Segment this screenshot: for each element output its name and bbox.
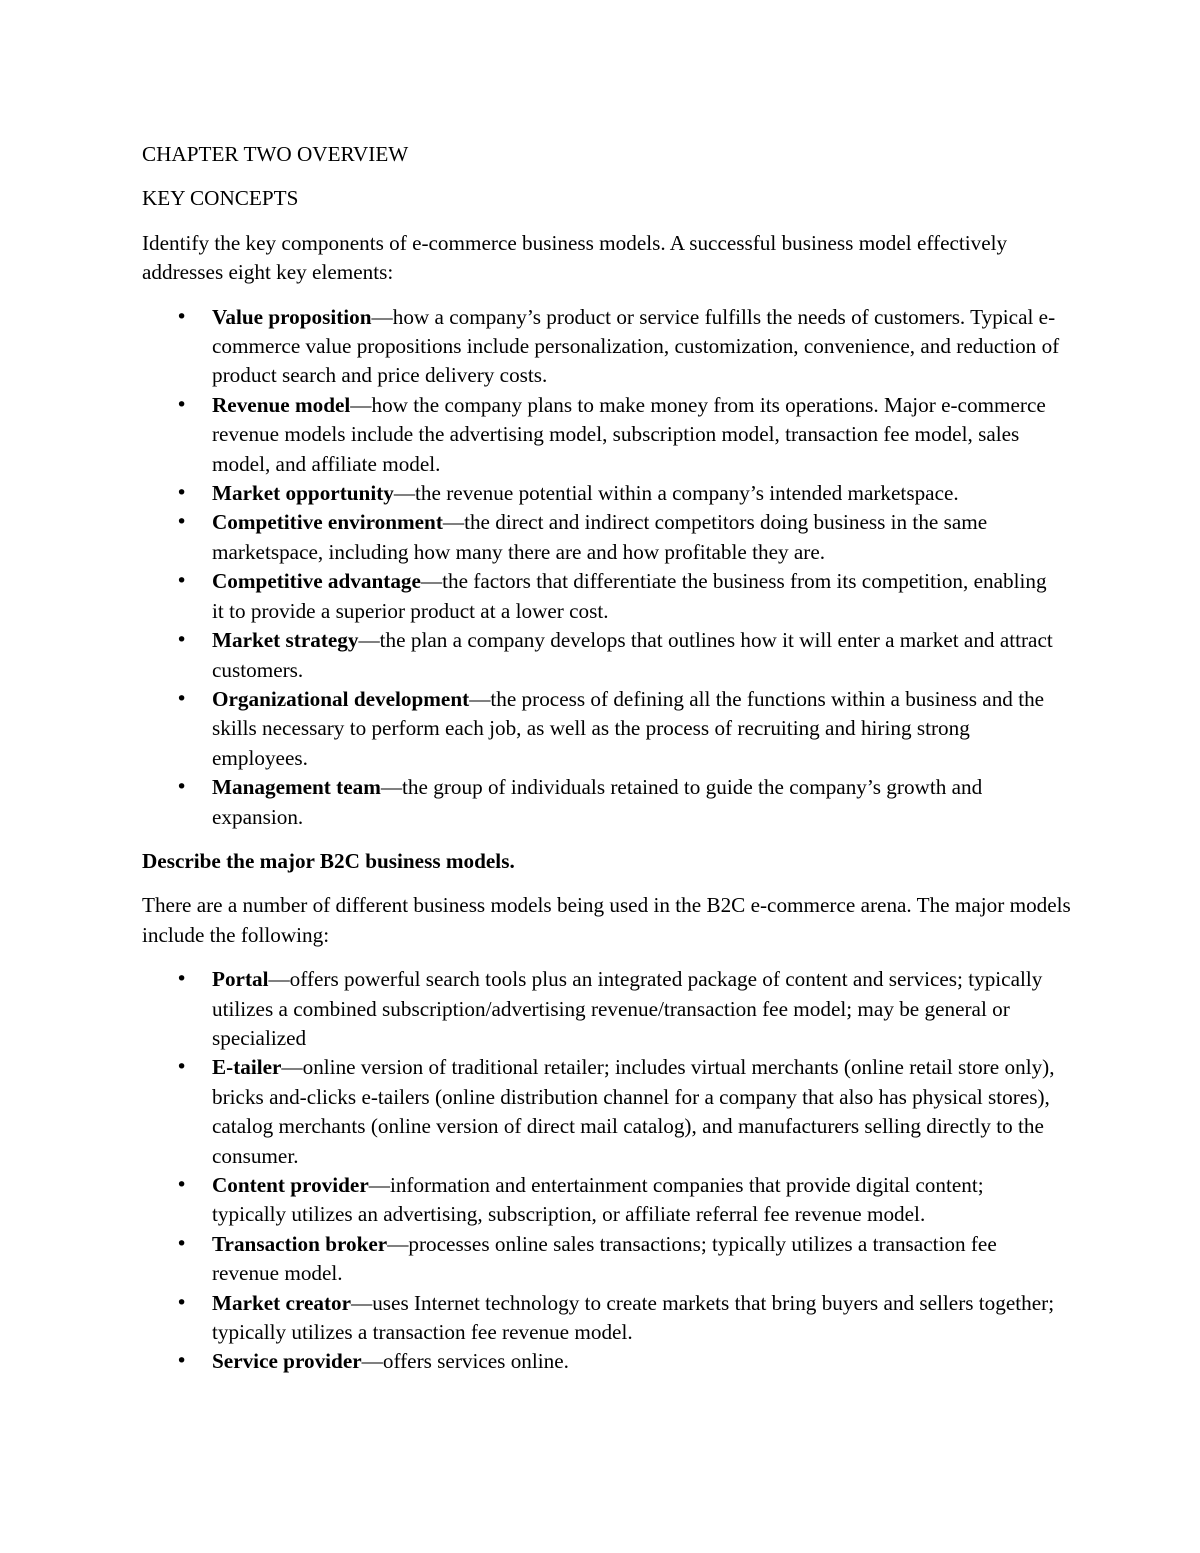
bullet-icon: • <box>176 629 188 652</box>
item-description: —uses Internet technology to create markets that bring buyers and sellers together; typically utilizes a transaction fee revenue model. <box>212 1290 1055 1345</box>
item-description: —the process of defining all the functions within a business and the skills necessary to perform each job, as well as the process of recruiting and hiring strong employees. <box>212 686 1045 770</box>
list-item <box>142 303 1072 391</box>
item-term: Management team <box>212 775 381 800</box>
item-term: Market strategy <box>212 628 359 653</box>
list-item <box>142 567 1072 626</box>
item-term: Transaction broker <box>212 1231 388 1256</box>
key-elements-list <box>142 303 1072 832</box>
item-term: Portal <box>212 967 269 992</box>
item-term: Market opportunity <box>212 481 394 506</box>
item-term: Revenue model <box>212 392 351 417</box>
item-term: Organizational development <box>212 686 470 711</box>
list-item <box>142 1053 1072 1171</box>
bullet-icon: • <box>176 511 188 534</box>
list-item <box>142 626 1072 685</box>
item-term: Service provider <box>212 1349 362 1374</box>
item-term: E-tailer <box>212 1055 282 1080</box>
item-description: —the revenue potential within a company’s intended marketspace. <box>393 481 959 506</box>
item-term: Value proposition <box>212 304 372 329</box>
item-description: —information and entertainment companies that provide digital content; typically utilizes an advertising, subscription, or affiliate referral fee revenue model. <box>212 1173 984 1227</box>
b2c-heading: Describe the major B2C business models. <box>142 848 515 873</box>
document-page <box>142 140 1072 1392</box>
list-item <box>142 1171 1072 1230</box>
bullet-icon: • <box>176 1056 188 1079</box>
bullet-icon: • <box>176 482 188 505</box>
item-term: Content provider <box>212 1173 369 1197</box>
list-item <box>142 773 1072 832</box>
item-description: —the plan a company develops that outlines how it will enter a market and attract customers. <box>212 628 1053 682</box>
list-item <box>142 391 1072 479</box>
item-description: —the factors that differentiate the business from its competition, enabling it to provide a superior product at a lower cost. <box>212 569 1047 623</box>
bullet-icon: • <box>176 687 188 710</box>
bullet-icon: • <box>176 1232 188 1255</box>
list-item <box>142 965 1072 1053</box>
b2c-paragraph: There are a number of different business models being used in the B2C e-commerce arena. The major models include the following: <box>142 893 1071 947</box>
intro-paragraph: Identify the key components of e-commerce business models. A successful business model effectively addresses eight key elements: <box>142 230 1008 285</box>
list-item <box>142 1347 1072 1376</box>
item-description: —offers services online. <box>361 1349 569 1374</box>
list-item <box>142 1230 1072 1289</box>
list-item <box>142 479 1072 508</box>
bullet-icon: • <box>176 776 188 799</box>
bullet-icon: • <box>176 393 188 416</box>
item-term: Competitive environment <box>212 510 443 535</box>
item-description: —the group of individuals retained to guide the company’s growth and expansion. <box>212 775 983 829</box>
item-description: —how a company’s product or service fulfills the needs of customers. Typical e-commerce value propositions include personalization, customization, convenience, and reduction of product search and price delivery costs. <box>212 304 1060 388</box>
bullet-icon: • <box>176 1350 188 1373</box>
key-concepts-heading: KEY CONCEPTS <box>142 186 299 211</box>
item-description: —processes online sales transactions; typically utilizes a transaction fee revenue model. <box>212 1231 997 1286</box>
bullet-icon: • <box>176 968 188 991</box>
bullet-icon: • <box>176 570 188 593</box>
bullet-icon: • <box>176 305 188 328</box>
item-description: —the direct and indirect competitors doing business in the same marketspace, including how many there are and how profitable they are. <box>212 510 988 564</box>
item-term: Competitive advantage <box>212 569 421 594</box>
list-item <box>142 685 1072 773</box>
bullet-icon: • <box>176 1174 188 1196</box>
item-term: Market creator <box>212 1290 352 1315</box>
list-item <box>142 508 1072 567</box>
b2c-models-list <box>142 965 1072 1377</box>
bullet-icon: • <box>176 1291 188 1314</box>
item-description: —online version of traditional retailer; includes virtual merchants (online retail store only), bricks and-clicks e-tailers (online distribution channel for a company that also has physical stores), catalog merchants (online version of direct mail catalog), and manufacturers selling directly to the consumer. <box>212 1055 1055 1168</box>
chapter-title: CHAPTER TWO OVERVIEW <box>142 142 409 166</box>
list-item <box>142 1289 1072 1348</box>
item-description: —offers powerful search tools plus an integrated package of content and services; typically utilizes a combined subscription/advertising revenue/transaction fee model; may be general or specialized <box>212 967 1043 1050</box>
item-description: —how the company plans to make money from its operations. Major e-commerce revenue models include the advertising model, subscription model, transaction fee model, sales model, and affiliate model. <box>212 392 1046 476</box>
